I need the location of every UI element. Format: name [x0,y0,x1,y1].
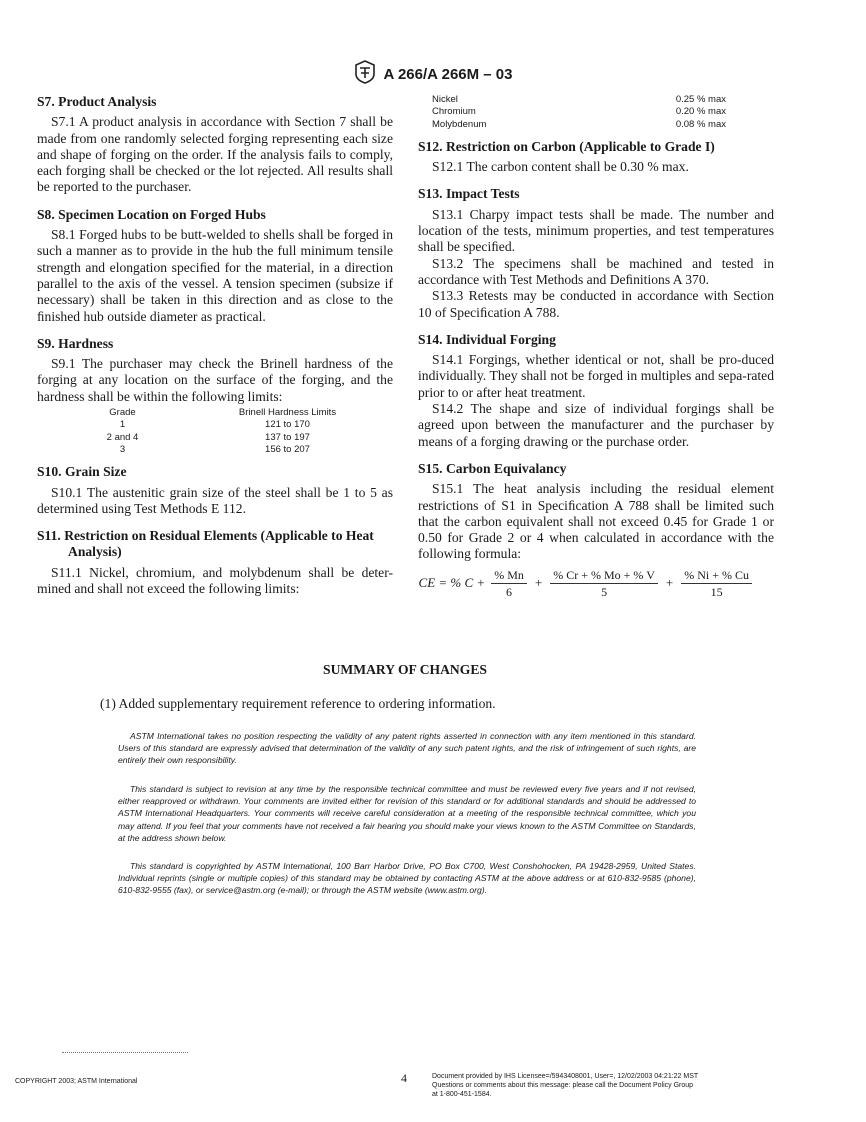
formula-denominator: 6 [506,584,513,599]
summary-item: (1) Added supplementary requirement reference to ordering information. [100,696,496,711]
residual-elements-table [432,94,726,131]
paragraph: S12.1 The carbon content shall be 0.30 % max. [432,159,689,175]
table-cell-grade: 2 and 4 [106,431,139,443]
paragraph: S11.1 Nickel, chromium, and molybdenum shall be deter-mined and shall not exceed the following limits: [37,564,393,597]
section-heading: S14. Individual Forging [418,331,556,347]
formula-term [491,568,527,599]
page-number: 4 [401,1071,407,1085]
formula-lhs: CE = % C + [418,575,486,591]
patent-notice [118,730,696,767]
footer-copyright: COPYRIGHT 2003; ASTM International [15,1078,138,1085]
table-row [432,106,726,118]
section-heading: S15. Carbon Equivalancy [418,460,567,476]
table-cell-limits: 156 to 207 [265,443,310,455]
formula-term [681,568,752,599]
table-cell-grade: 3 [119,443,126,455]
footer-line: Document provided by IHS Licensee=/5943408001, User=, 12/02/2003 04:21:22 MST [432,1073,699,1080]
section-s7 [37,94,393,196]
formula-numerator: % Ni + % Cu [681,568,752,584]
element-limit: 0.20 % max [675,106,726,118]
table-header-grade: Grade [109,407,136,419]
section-heading: S12. Restriction on Carbon (Applicable to Grade I) [418,138,715,154]
notice-text: ASTM International takes no position respecting the validity of any patent rights asserted in connection with any item mentioned in this standard. Users of this standard are expressly advised that determination of the validity of any such patent rights, and the risk of infringement of such rights, are entirely their own responsibility. [118,731,696,766]
footer-line: Questions or comments about this message: please call the Document Policy Group [432,1082,694,1089]
table-row [37,419,367,431]
formula-denominator: 5 [601,584,608,599]
element-name: Nickel [432,94,458,105]
paragraph: S14.1 Forgings, whether identical or not, shall be pro-duced individually. They shall not be forged in multiples and sepa-rated prior to or after heat treatment. [418,352,774,400]
paragraph: S9.1 The purchaser may check the Brinell hardness of the forging at any location on the surface of the forging, and the hardness shall be within the following limits: [37,356,393,404]
paragraph: S14.2 The shape and size of individual forgings shall be agreed upon between the manufacturer and the purchaser by means of a forging drawing or the purchase order. [418,401,774,449]
standard-designation: A 266/A 266M – 03 [383,66,513,83]
section-s14 [418,332,774,450]
table-cell-grade: 1 [119,419,126,431]
section-heading: S10. Grain Size [37,464,127,480]
formula-numerator: % Cr + % Mo + % V [550,568,658,584]
astm-logo-icon [354,60,376,89]
section-heading: S8. Specimen Location on Forged Hubs [37,206,266,222]
table-cell-limits: 137 to 197 [265,431,310,443]
element-limit: 0.08 % max [675,118,726,130]
right-column [418,94,774,610]
table-header-row [37,407,367,419]
left-column [37,94,393,608]
summary-title: SUMMARY OF CHANGES [323,662,487,677]
notice-text: This standard is subject to revision at any time by the responsible technical committee and must be reviewed every ﬁve years and if not revised, either reapproved or withdrawn. Your comments are invited either for revision of this standard or for additional standards and should be addressed to ASTM International Headquarters. Your comments will receive careful consideration at a meeting of the responsible technical committee, which you may attend. If you feel that your comments have not received a fair hearing you should make your views known to the ASTM Committee on Standards, at the address shown below. [118,784,696,843]
paragraph: S7.1 A product analysis in accordance with Section 7 shall be made from one randomly selected forging representing each size and shape of forging on the order. If the analysis fails to comply, each forging shall be checked or the lot rejected. All results shall be reported to the purchaser. [37,114,393,195]
section-s10 [37,464,393,517]
footer-provided-by [432,1072,732,1099]
section-s11 [37,528,393,597]
copyright-notice [118,860,696,897]
element-limit: 0.25 % max [675,94,726,105]
page-header [0,60,866,89]
paragraph: S13.1 Charpy impact tests shall be made. The number and location of the tests, minimum properties, and test temperatures shall be speciﬁed. [418,206,774,255]
section-s9 [37,336,393,456]
section-s13 [418,186,774,320]
table-header-limits: Brinell Hardness Limits [238,407,337,419]
formula-numerator: % Mn [491,568,527,584]
section-s12 [418,139,774,176]
table-row [432,119,726,131]
paragraph: S13.3 Retests may be conducted in accordance with Section 10 of Speciﬁcation A 788. [418,288,774,320]
section-heading: S11. Restriction on Residual Elements (Applicable to Heat Analysis) [37,528,374,560]
paragraph: S8.1 Forged hubs to be butt-welded to shells shall be forged in such a manner as to provide in the hub the full minimum tensile strength and elongation speciﬁed for the material, in a direction parallel to the axis of the vessel. A tension specimen (subsize if necessary) shall be taken in this direction and as close to the ﬁnished hub outside diameter as practical. [37,227,393,324]
table-row [37,444,367,456]
table-row [37,432,367,444]
footer-divider [62,1052,188,1053]
element-name: Molybdenum [432,118,487,130]
element-name: Chromium [432,106,476,118]
paragraph: S13.2 The specimens shall be machined and tested in accordance with Test Methods and Deﬁnitions A 370. [418,255,774,287]
section-heading: S9. Hardness [37,335,114,351]
section-heading: S7. Product Analysis [37,94,157,109]
formula-plus: + [665,575,674,591]
revision-notice [118,783,696,844]
section-heading: S13. Impact Tests [418,186,520,202]
table-cell-limits: 121 to 170 [265,419,310,431]
section-s15 [418,461,774,599]
footer-line: at 1-800-451-1584. [432,1091,492,1098]
paragraph: S10.1 The austenitic grain size of the steel shall be 1 to 5 as determined using Test Methods E 112. [37,484,393,516]
notice-text: This standard is copyrighted by ASTM International, 100 Barr Harbor Drive, PO Box C700, West Conshohocken, PA 19428-2959, United States. Individual reprints (single or multiple copies) of this standard may be obtained by contacting ASTM at the above address or at 610-832-9585 (phone), 610-832-9555 (fax), or service@astm.org (e-mail); or through the ASTM website (www.astm.org). [118,861,696,896]
formula-denominator: 15 [710,584,723,599]
hardness-table [37,407,367,456]
carbon-equivalent-formula [418,568,774,599]
table-row [432,94,726,106]
paragraph: S15.1 The heat analysis including the residual element restrictions of S1 in Speciﬁcation A 788 shall be limited such that the carbon equivalent shall not exceed 0.45 for Grade 1 or 0.50 for Grade 2 or 4 when calculated in accordance with the following formula: [418,481,774,562]
formula-term [550,568,658,599]
formula-plus: + [534,575,543,591]
section-s8 [37,207,393,325]
